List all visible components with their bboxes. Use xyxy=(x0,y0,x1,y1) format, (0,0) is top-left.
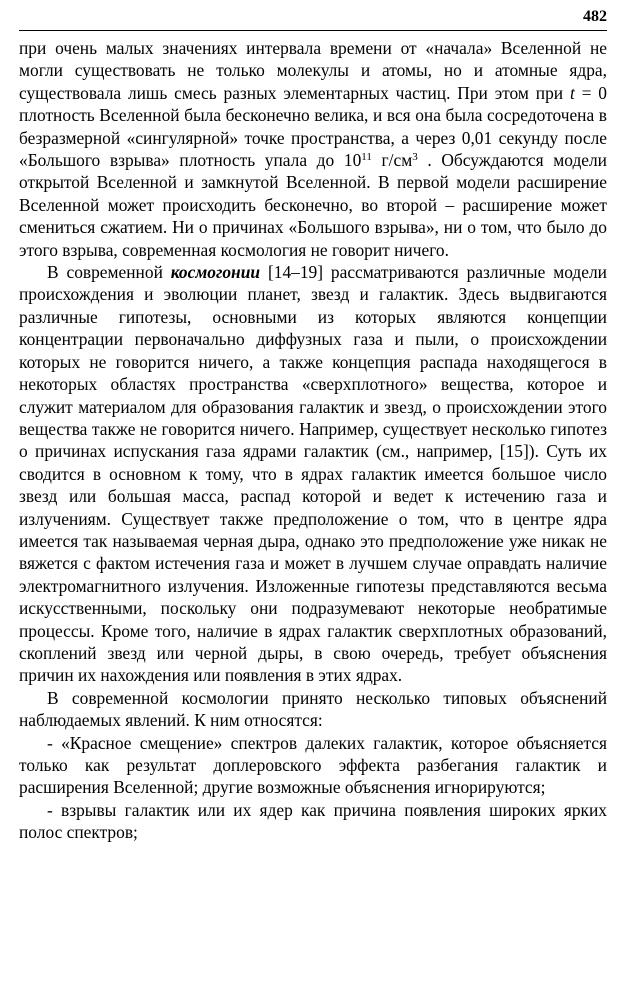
list-item: - взрывы галактик или их ядер как причина появления широких ярких полос спектров; xyxy=(19,799,607,843)
variable-t: t xyxy=(569,82,575,103)
paragraph-3: В современной космологии принято несколько типовых объяснений наблюдаемых явлений. К ним относятся: xyxy=(19,687,607,731)
emphasized-term: космогонии xyxy=(170,262,261,283)
list-item: - «Красное смещение» спектров далеких галактик, которое объясняется только как результат доплеровского эффекта разбегания галактик и расширения Вселенной; другие возможные объяснения игнорируются; xyxy=(19,732,607,798)
paragraph-2: В современной космогонии [14–19] рассматриваются различные модели происхождения и эволюции планет, звезд и галактик. Здесь выдвигаются различные гипотезы, основными из которых являются концепции концентрации первоначально диффузных газа и пыли, о происхождении которых не говорится ничего, а также концепция распада находящегося в некоторых областях пространства «сверхплотного» вещества, которое и служит материалом для образования галактик и звезд, о происхождении этого вещества также не говорится ничего. Например, существует несколько гипотез о причинах испускания газа ядрами галактик (см., например, [15]). Суть их сводится в основном к тому, что в ядрах галактик имеется большое число звезд или большая масса, распад которой и ведет к истечению газа и излучениям. Существует также предположение о том, что в центре ядра имеется так называемая черная дыра, однако это предположение уже никак не вяжется с фактом истечения газа и может в лучшем случае оправдать наличие электромагнитного излучения. Изложенные гипотезы представляются весьма искусственными, поскольку они подразумевают некоторые необратимые процессы. Кроме того, наличие в ядрах галактик сверхплотных образований, скоплений звезд или черной дыры, в свою очередь, требует объяснения причин их нахождения или появления в этих ядрах. xyxy=(19,262,607,686)
page-header xyxy=(19,0,607,31)
exponent: 11 xyxy=(361,151,372,164)
exponent: 3 xyxy=(412,151,418,164)
paragraph-1: при очень малых значениях интервала времени от «начала» Вселенной не могли существовать не только молекулы и атомы, но и атомные ядра, существовала лишь смесь разных элементарных частиц. При этом при t = 0 плотность Вселенной была бесконечно велика, и вся она была сосредоточена в безразмерной «сингулярной» точке пространства, а через 0,01 секунду после «Большого взрыва» плотность упала до $10^{11}$ $г/см^3$ . Обсуждаются модели открытой Вселенной и замкнутой Вселенной. В первой модели расширение Вселенной может происходить бесконечно, во второй – расширение может смениться сжатием. Ни о причинах «Большого взрыва», ни о том, что было до этого взрыва, современная космология не говорит ничего. xyxy=(19,38,608,260)
document-page xyxy=(19,0,607,844)
page-number: 482 xyxy=(583,8,607,25)
body-text xyxy=(19,37,607,844)
